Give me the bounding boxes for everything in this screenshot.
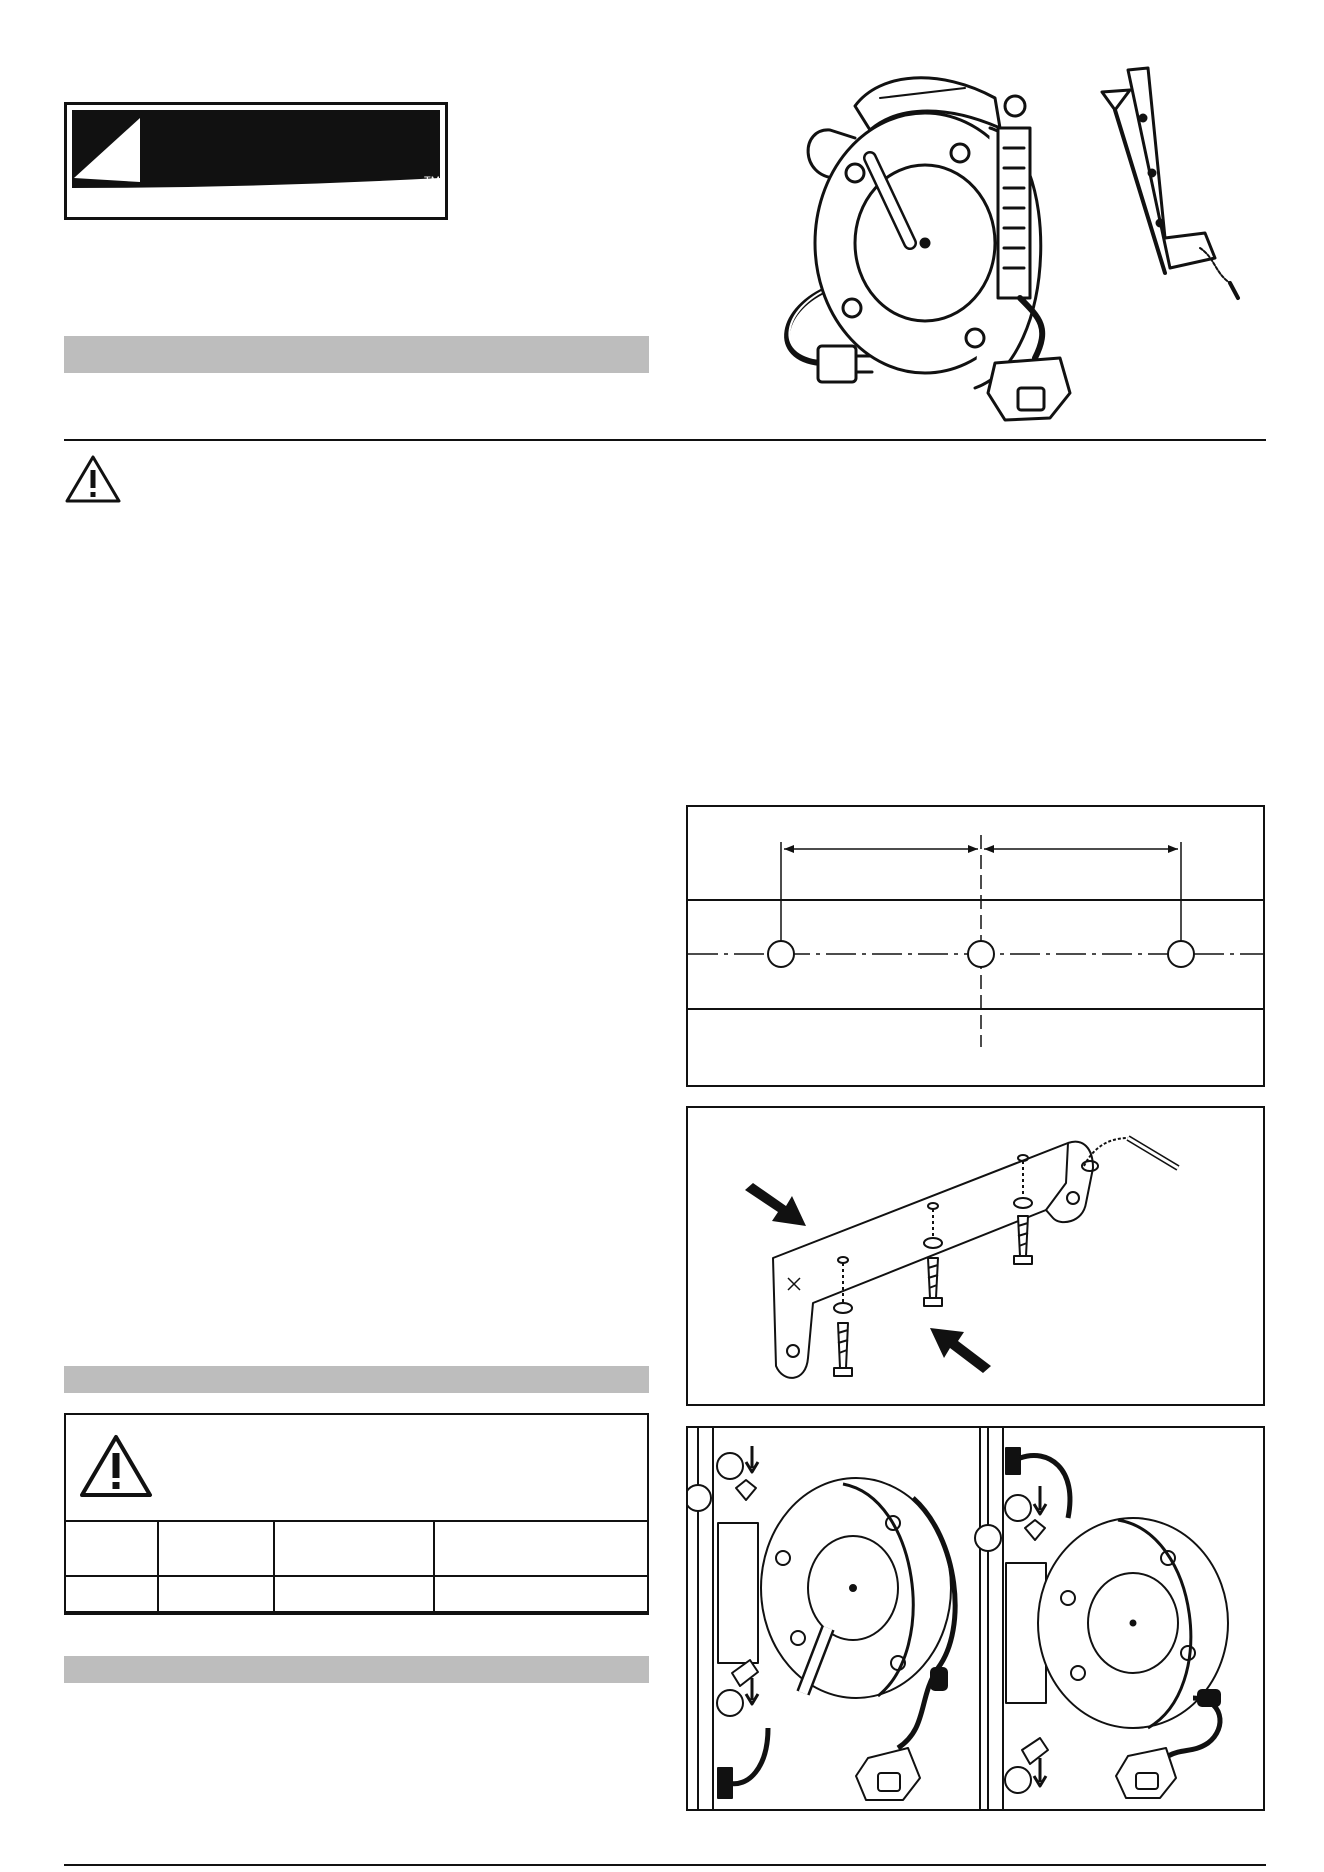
table-cell [65,1576,158,1612]
horizontal-divider [64,439,1266,441]
brand-logo [64,102,448,220]
warning-triangle-icon [78,1433,154,1499]
warning-triangle-icon [64,454,122,504]
cord-reel-product-illustration [760,58,1260,423]
table-cell [158,1576,274,1612]
table-cell [274,1576,434,1612]
mounting-hole-template [686,805,1265,1087]
table-row [65,1521,648,1576]
table-row [65,1576,648,1612]
trademark-mark: TM [424,175,440,187]
footer-rule [64,1864,1266,1866]
table-header-cell [158,1521,274,1576]
spec-table [64,1520,649,1613]
table-cell [434,1576,648,1612]
table-header-cell [434,1521,648,1576]
table-header-cell [65,1521,158,1576]
wall-bracket-mounting [686,1106,1265,1406]
section-bar-top [64,336,649,373]
section-bar-bottom [64,1656,649,1683]
reel-install-steps [686,1426,1265,1811]
warning-spec-box [64,1413,649,1615]
table-header-cell [274,1521,434,1576]
section-bar-middle [64,1366,649,1393]
